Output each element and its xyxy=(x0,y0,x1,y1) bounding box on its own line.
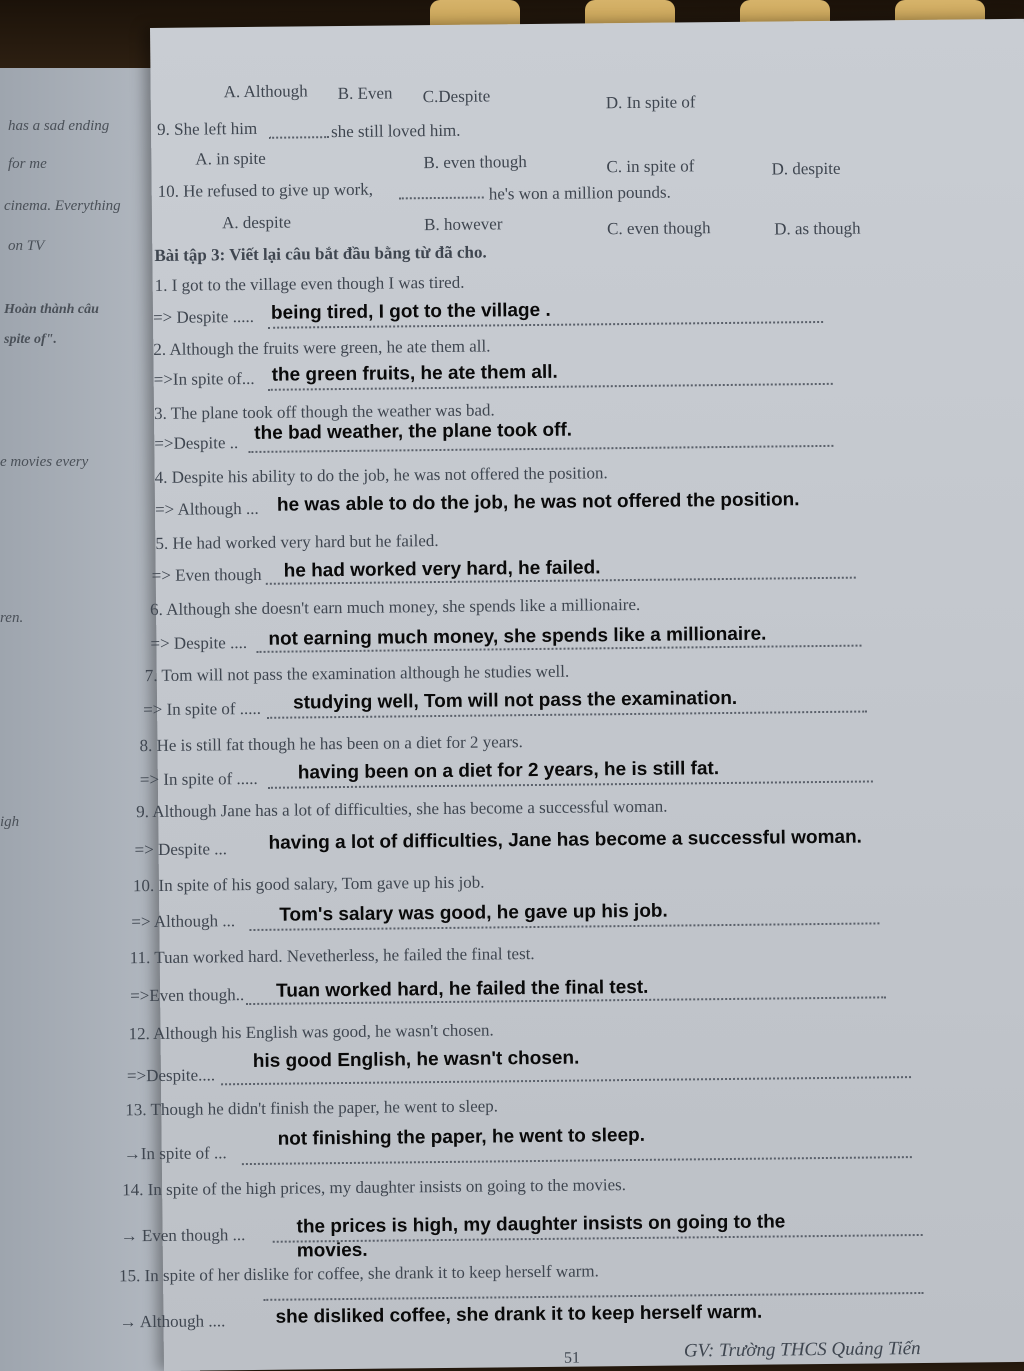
answer-line xyxy=(242,1156,912,1165)
exercise-prompt: 5. He had worked very hard but he failed. xyxy=(155,531,439,553)
rewrite-lead: => Although ... xyxy=(154,498,259,519)
exercise-prompt: 11. Tuan worked hard. Nevetherless, he failed the final test. xyxy=(129,944,535,968)
option: C. even though xyxy=(607,218,711,239)
handwritten-answer: he was able to do the job, he was not offered the position. xyxy=(276,489,800,516)
exercise-prompt: 3. The plane took off though the weather was bad. xyxy=(153,400,495,423)
blank-line xyxy=(269,136,329,139)
margin-text: Hoàn thành câu xyxy=(4,302,99,317)
rewrite-lead: → Even though ... xyxy=(120,1225,246,1246)
rewrite-lead: =>Even though.. xyxy=(130,985,245,1006)
answer-line xyxy=(248,445,833,453)
rewrite-lead: → Although .... xyxy=(119,1311,226,1332)
exercise-prompt: 1. I got to the village even though I was tired. xyxy=(154,272,465,295)
rewrite-lead: => Although ... xyxy=(131,911,236,932)
question-stem: 9. She left him xyxy=(156,118,258,139)
margin-text: e movies every xyxy=(0,454,89,470)
rewrite-lead: => In spite of ..... xyxy=(143,698,262,720)
option: B. Even xyxy=(337,83,393,104)
handwritten-answer: having been on a diet for 2 years, he is still fat. xyxy=(297,758,720,784)
margin-text: ren. xyxy=(0,610,24,626)
handwritten-answer: studying well, Tom will not pass the examination. xyxy=(292,687,738,714)
handwritten-answer: having a lot of difficulties, Jane has become a successful woman. xyxy=(268,826,863,854)
handwritten-answer: the prices is high, my daughter insists on going to the xyxy=(296,1211,786,1238)
option: A. in spite xyxy=(195,148,266,169)
handwritten-answer: Tom's salary was good, he gave up his job. xyxy=(279,900,668,926)
option: D. as though xyxy=(774,218,861,239)
exercise-prompt: 12. Although his English was good, he wasn't chosen. xyxy=(128,1020,494,1044)
handwritten-answer: not earning much money, she spends like a millionaire. xyxy=(268,623,767,650)
margin-text: on TV xyxy=(8,238,45,254)
exercise-prompt: 14. In spite of the high prices, my daughter insists on going to the movies. xyxy=(122,1175,627,1200)
rewrite-lead: => In spite of ..... xyxy=(139,768,258,790)
margin-text: for me xyxy=(8,156,47,172)
option: B. even though xyxy=(423,152,527,173)
question-stem: 10. He refused to give up work, xyxy=(157,179,374,201)
exercise-prompt: 6. Although she doesn't earn much money, she spends like a millionaire. xyxy=(149,594,641,620)
worksheet-page xyxy=(118,19,1024,1371)
margin-text: has a sad ending xyxy=(8,118,110,134)
rewrite-lead: => Despite .... xyxy=(150,633,248,654)
rewrite-lead: => Even though xyxy=(151,564,262,586)
rewrite-lead: => Despite ..... xyxy=(152,306,254,327)
margin-text: cinema. Everything xyxy=(4,198,121,214)
option: D. despite xyxy=(771,158,841,179)
exercise-prompt: 9. Although Jane has a lot of difficulties, she has become a successful woman. xyxy=(136,796,668,822)
rewrite-lead: => Despite ... xyxy=(134,839,228,860)
exercise-prompt: 4. Despite his ability to do the job, he was not offered the position. xyxy=(154,463,608,487)
answer-line xyxy=(221,1076,911,1085)
handwritten-answer: being tired, I got to the village . xyxy=(270,299,551,324)
page-number: 51 xyxy=(563,1349,581,1367)
option: C. in spite of xyxy=(606,156,695,177)
option: A. Although xyxy=(223,81,308,102)
handwritten-answer-continued: movies. xyxy=(296,1239,368,1262)
question-tail: she still loved him. xyxy=(330,120,461,142)
answer-line xyxy=(263,1292,923,1301)
teacher-footer: GV: Trường THCS Quảng Tiến xyxy=(683,1338,921,1362)
rewrite-lead: →In spite of ... xyxy=(123,1143,227,1164)
handwritten-answer: the green fruits, he ate them all. xyxy=(271,361,558,386)
handwritten-answer: the bad weather, the plane took off. xyxy=(254,419,573,444)
exercise-prompt: 2. Although the fruits were green, he ate them all. xyxy=(153,336,491,359)
option: D. In spite of xyxy=(605,92,696,113)
handwritten-answer: she disliked coffee, she drank it to keep herself warm. xyxy=(275,1301,763,1328)
exercise-prompt: 13. Though he didn't finish the paper, he went to sleep. xyxy=(125,1096,499,1120)
exercise-prompt: 7. Tom will not pass the examination although he studies well. xyxy=(144,661,570,686)
rewrite-lead: =>Despite.... xyxy=(126,1065,216,1086)
blank-line xyxy=(399,197,484,200)
margin-text: igh xyxy=(0,814,20,830)
handwritten-answer: he had worked very hard, he failed. xyxy=(283,557,601,582)
handwritten-answer: his good English, he wasn't chosen. xyxy=(252,1047,580,1072)
option: B. however xyxy=(423,214,503,235)
question-tail: he's won a million pounds. xyxy=(488,182,671,204)
exercise-prompt: 15. In spite of her dislike for coffee, she drank it to keep herself warm. xyxy=(118,1261,599,1286)
option: A. despite xyxy=(221,212,292,233)
rewrite-lead: =>In spite of... xyxy=(153,368,255,389)
handwritten-answer: Tuan worked hard, he failed the final test. xyxy=(275,976,649,1002)
exercise-title: Bài tập 3: Viết lại câu bắt đầu bằng từ đã cho. xyxy=(154,242,487,265)
exercise-prompt: 8. He is still fat though he has been on a diet for 2 years. xyxy=(139,732,523,756)
exercise-prompt: 10. In spite of his good salary, Tom gave up his job. xyxy=(132,872,485,896)
option: C.Despite xyxy=(422,86,491,107)
margin-text: spite of". xyxy=(4,332,57,347)
rewrite-lead: =>Despite .. xyxy=(154,433,239,453)
handwritten-answer: not finishing the paper, he went to sleep. xyxy=(277,1124,646,1150)
